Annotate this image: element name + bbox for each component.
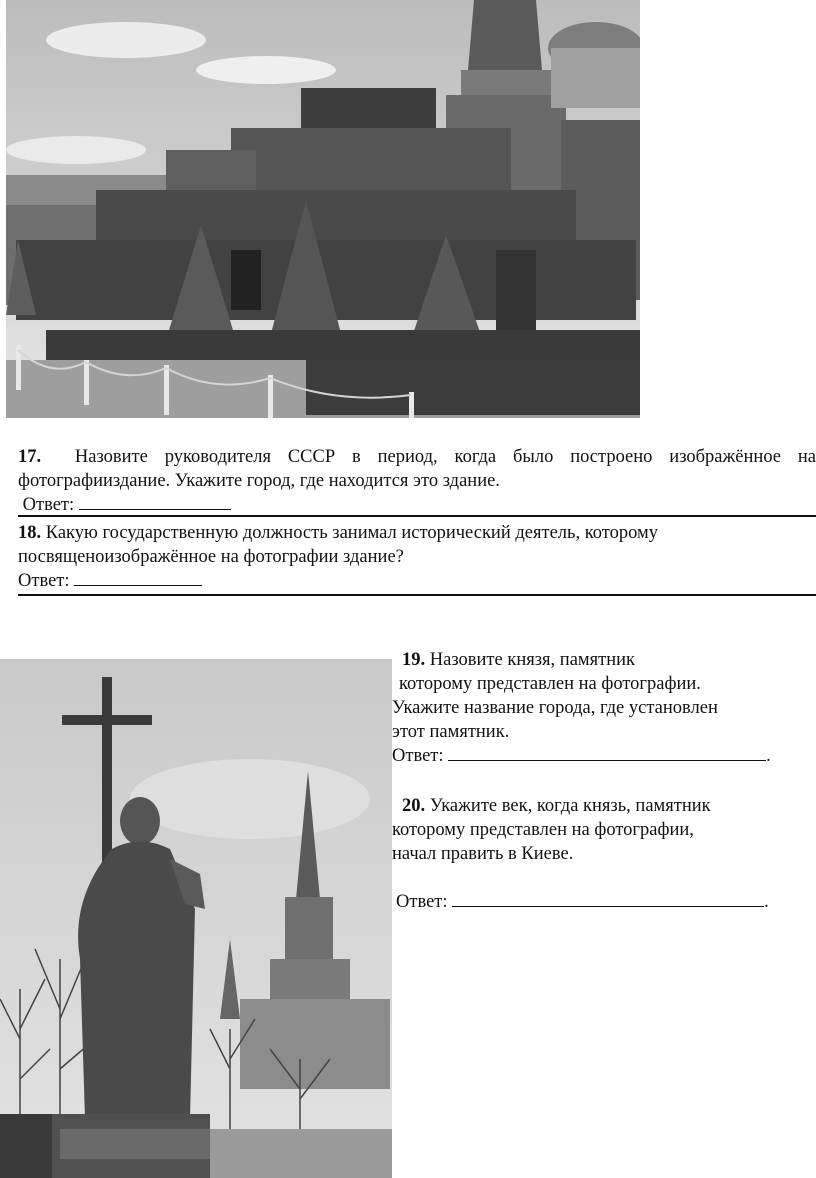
question-number: 19. xyxy=(402,650,426,670)
question-20 xyxy=(392,794,812,914)
question-number: 18. xyxy=(18,523,42,543)
question-text-line: Назовите князя, памятник xyxy=(429,650,635,670)
question-text-line: Укажите век, когда князь, памятник xyxy=(429,796,711,816)
answer-blank[interactable] xyxy=(79,493,231,510)
answer-end: . xyxy=(764,892,769,912)
monument-photo xyxy=(0,659,392,1178)
answer-label: Ответ: xyxy=(396,892,448,912)
question-text-line: посвященоизображённое на фотографии здание? xyxy=(18,547,404,567)
question-text-line: которому представлен на фотографии, xyxy=(392,820,694,840)
answer-label: Ответ: xyxy=(392,746,444,766)
question-number: 20. xyxy=(402,796,426,816)
answer-end: . xyxy=(766,746,771,766)
answer-blank[interactable] xyxy=(452,890,764,907)
question-text-line: Какую государственную должность занимал исторический деятель, которому xyxy=(45,523,658,543)
answer-label: Ответ: xyxy=(18,571,70,591)
question-number: 17. xyxy=(18,447,42,467)
divider-rule xyxy=(18,594,816,596)
question-17 xyxy=(18,445,816,517)
answer-blank[interactable] xyxy=(74,569,202,586)
question-text-line: фотографииздание. Укажите город, где находится это здание. xyxy=(18,471,500,491)
mausoleum-photo xyxy=(6,0,640,418)
question-text-line: начал править в Киеве. xyxy=(392,844,574,864)
question-18 xyxy=(18,521,816,593)
monument-illustration xyxy=(0,659,392,1178)
question-text-line: Укажите название города, где установлен xyxy=(392,698,718,718)
question-text-line: этот памятник. xyxy=(392,722,510,742)
question-text-line: Назовите руководителя СССР в период, когда было построено изображённое на xyxy=(74,447,816,467)
mausoleum-illustration xyxy=(6,0,640,418)
divider-rule xyxy=(18,515,816,517)
question-19 xyxy=(392,648,812,768)
question-text-line: которому представлен на фотографии. xyxy=(399,674,701,694)
answer-blank[interactable] xyxy=(448,744,766,761)
answer-label: Ответ: xyxy=(22,495,75,515)
